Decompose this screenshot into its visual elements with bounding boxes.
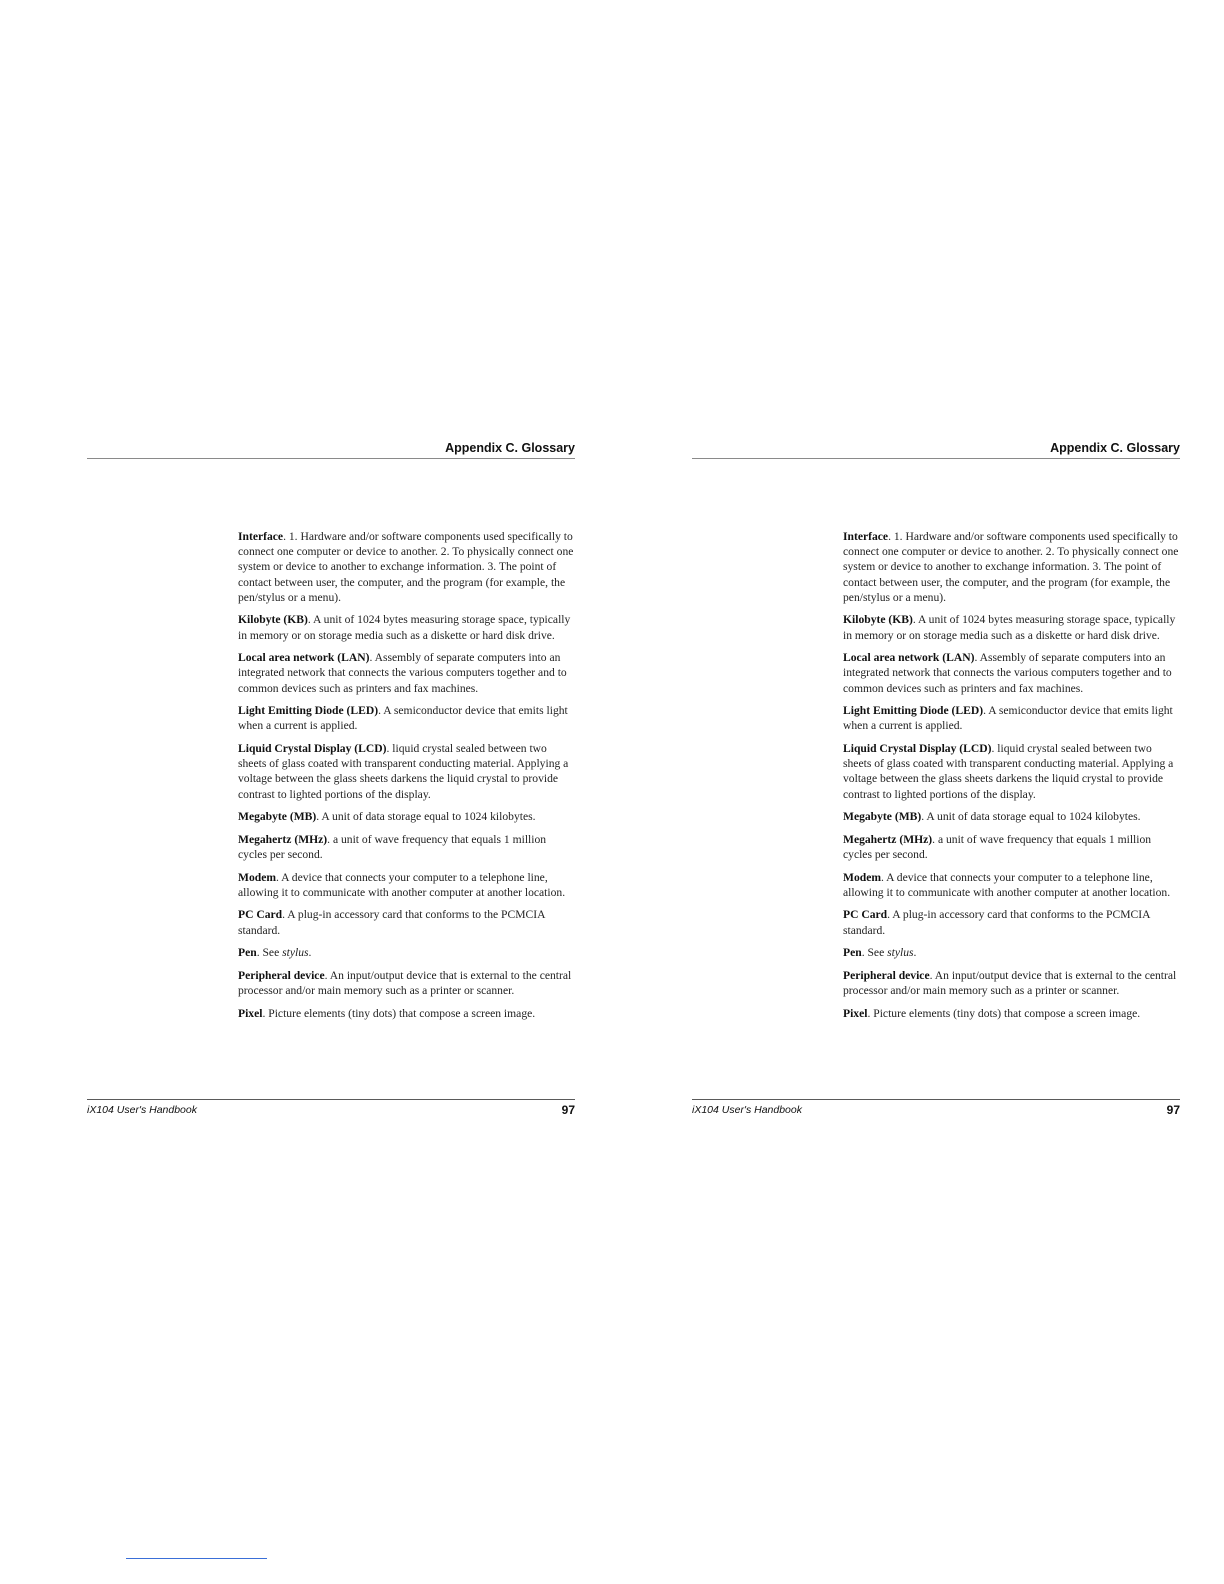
glossary-term: Interface [238,530,284,543]
glossary-term: Local area network (LAN) [238,651,370,665]
glossary-term: Light Emitting Diode (LED) [843,704,984,718]
glossary-definition: . Assembly of separate computers into an integrated network that connects the various computers together and to common devices such as printers and fax machines. [843,651,1172,695]
glossary-definition: . liquid crystal sealed between two sheets of glass coated with transparent conducting material. Applying a voltage between the glass sheets darkens the liquid crystal to provide contrast to lighted portions of the display. [843,742,1174,801]
glossary-term: Kilobyte (KB) [843,613,913,627]
glossary-term: Pixel [238,1006,263,1020]
glossary-entries [843,529,1179,1028]
glossary-definition: . An input/output device that is external to the central processor and/or main memory such as a printer or scanner. [238,968,572,997]
glossary-term: PC Card [238,908,283,922]
glossary-term: PC Card [843,908,888,922]
glossary-term: Kilobyte (KB) [238,613,308,627]
glossary-entry-peripheral-device [843,968,1179,998]
glossary-definition: . 1. Hardware and/or software components used specifically to connect one computer or device to another. 2. To physically connect one system or device to another to exchange information. 3. The point of contact between user, the computer, and the program (for example, the pen/stylus or a menu). [843,530,1179,604]
glossary-entry-lcd [238,741,574,802]
glossary-entry-led [238,703,574,733]
glossary-definition: . a unit of wave frequency that equals 1 million cycles per second. [843,832,1152,861]
glossary-definition: . Picture elements (tiny dots) that compose a screen image. [262,1006,536,1020]
glossary-definition: . A semiconductor device that emits light when a current is applied. [843,704,1173,733]
glossary-term: Pen [843,946,862,960]
glossary-definition-end: . [913,946,917,960]
glossary-term: Peripheral device [843,968,930,982]
glossary-definition: . A device that connects your computer to a telephone line, allowing it to communicate with another computer at another location. [843,870,1171,899]
glossary-entry-interface [843,529,1179,605]
glossary-definition: . 1. Hardware and/or software components used specifically to connect one computer or device to another. 2. To physically connect one system or device to another to exchange information. 3. The point of contact between user, the computer, and the program (for example, the pen/stylus or a menu). [238,530,574,604]
glossary-term: Peripheral device [238,968,325,982]
glossary-entry-pixel [843,1006,1179,1021]
header-title: Appendix C. Glossary [1050,441,1180,455]
glossary-term: Megabyte (MB) [843,810,922,824]
footer-book-title: iX104 User's Handbook [692,1104,802,1116]
glossary-definition: . An input/output device that is external to the central processor and/or main memory such as a printer or scanner. [843,968,1177,997]
glossary-term: Modem [843,870,881,884]
glossary-entry-kilobyte [843,612,1179,642]
footer-page-number: 97 [1166,1103,1180,1117]
glossary-term: Liquid Crystal Display (LCD) [238,742,387,755]
page-left [87,0,577,1584]
cross-reference: stylus [887,946,914,960]
glossary-term: Pen [238,946,257,960]
glossary-entries [238,529,574,1028]
glossary-term: Liquid Crystal Display (LCD) [843,742,992,755]
glossary-definition: . A unit of 1024 bytes measuring storage space, typically in memory or on storage media such as a diskette or hard disk drive. [238,613,571,642]
glossary-definition: . Assembly of separate computers into an integrated network that connects the various computers together and to common devices such as printers and fax machines. [238,651,567,695]
glossary-definition: . A unit of data storage equal to 1024 kilobytes. [921,810,1141,824]
glossary-definition: . See [861,946,888,960]
glossary-entry-megabyte [238,809,574,824]
glossary-definition: . A unit of data storage equal to 1024 kilobytes. [316,810,536,824]
glossary-entry-lan [843,650,1179,696]
glossary-definition: . liquid crystal sealed between two sheets of glass coated with transparent conducting material. Applying a voltage between the glass sheets darkens the liquid crystal to provide contrast to lighted portions of the display. [238,742,569,801]
glossary-definition: . See [256,946,283,960]
page-footer [87,1099,575,1120]
glossary-entry-lcd [843,741,1179,802]
page-header [87,441,575,459]
footer-page-number: 97 [561,1103,575,1117]
glossary-definition: . Picture elements (tiny dots) that compose a screen image. [867,1006,1141,1020]
glossary-term: Local area network (LAN) [843,651,975,665]
glossary-entry-pc-card [843,907,1179,937]
glossary-entry-kilobyte [238,612,574,642]
page-header [692,441,1180,459]
glossary-term: Megahertz (MHz) [238,832,328,846]
glossary-entry-pen [238,945,574,960]
glossary-entry-megabyte [843,809,1179,824]
divider-line [126,1558,267,1559]
glossary-definition: . a unit of wave frequency that equals 1 million cycles per second. [238,832,547,861]
glossary-entry-lan [238,650,574,696]
glossary-entry-megahertz [843,832,1179,862]
footer-book-title: iX104 User's Handbook [87,1104,197,1116]
cross-reference: stylus [282,946,309,960]
glossary-entry-peripheral-device [238,968,574,998]
glossary-entry-pc-card [238,907,574,937]
glossary-term: Pixel [843,1006,868,1020]
glossary-entry-modem [238,870,574,900]
page-footer [692,1099,1180,1120]
glossary-term: Interface [843,530,889,543]
glossary-entry-interface [238,529,574,605]
glossary-definition: . A unit of 1024 bytes measuring storage space, typically in memory or on storage media such as a diskette or hard disk drive. [843,613,1176,642]
page-right [692,0,1182,1584]
glossary-term: Megahertz (MHz) [843,832,933,846]
glossary-entry-led [843,703,1179,733]
glossary-definition-end: . [308,946,312,960]
glossary-definition: . A semiconductor device that emits light when a current is applied. [238,704,568,733]
glossary-term: Light Emitting Diode (LED) [238,704,379,718]
glossary-term: Megabyte (MB) [238,810,317,824]
glossary-definition: . A plug-in accessory card that conforms to the PCMCIA standard. [238,908,545,937]
glossary-entry-megahertz [238,832,574,862]
glossary-entry-pen [843,945,1179,960]
header-title: Appendix C. Glossary [445,441,575,455]
glossary-term: Modem [238,870,276,884]
glossary-entry-pixel [238,1006,574,1021]
glossary-definition: . A plug-in accessory card that conforms to the PCMCIA standard. [843,908,1150,937]
glossary-definition: . A device that connects your computer to a telephone line, allowing it to communicate with another computer at another location. [238,870,566,899]
glossary-entry-modem [843,870,1179,900]
